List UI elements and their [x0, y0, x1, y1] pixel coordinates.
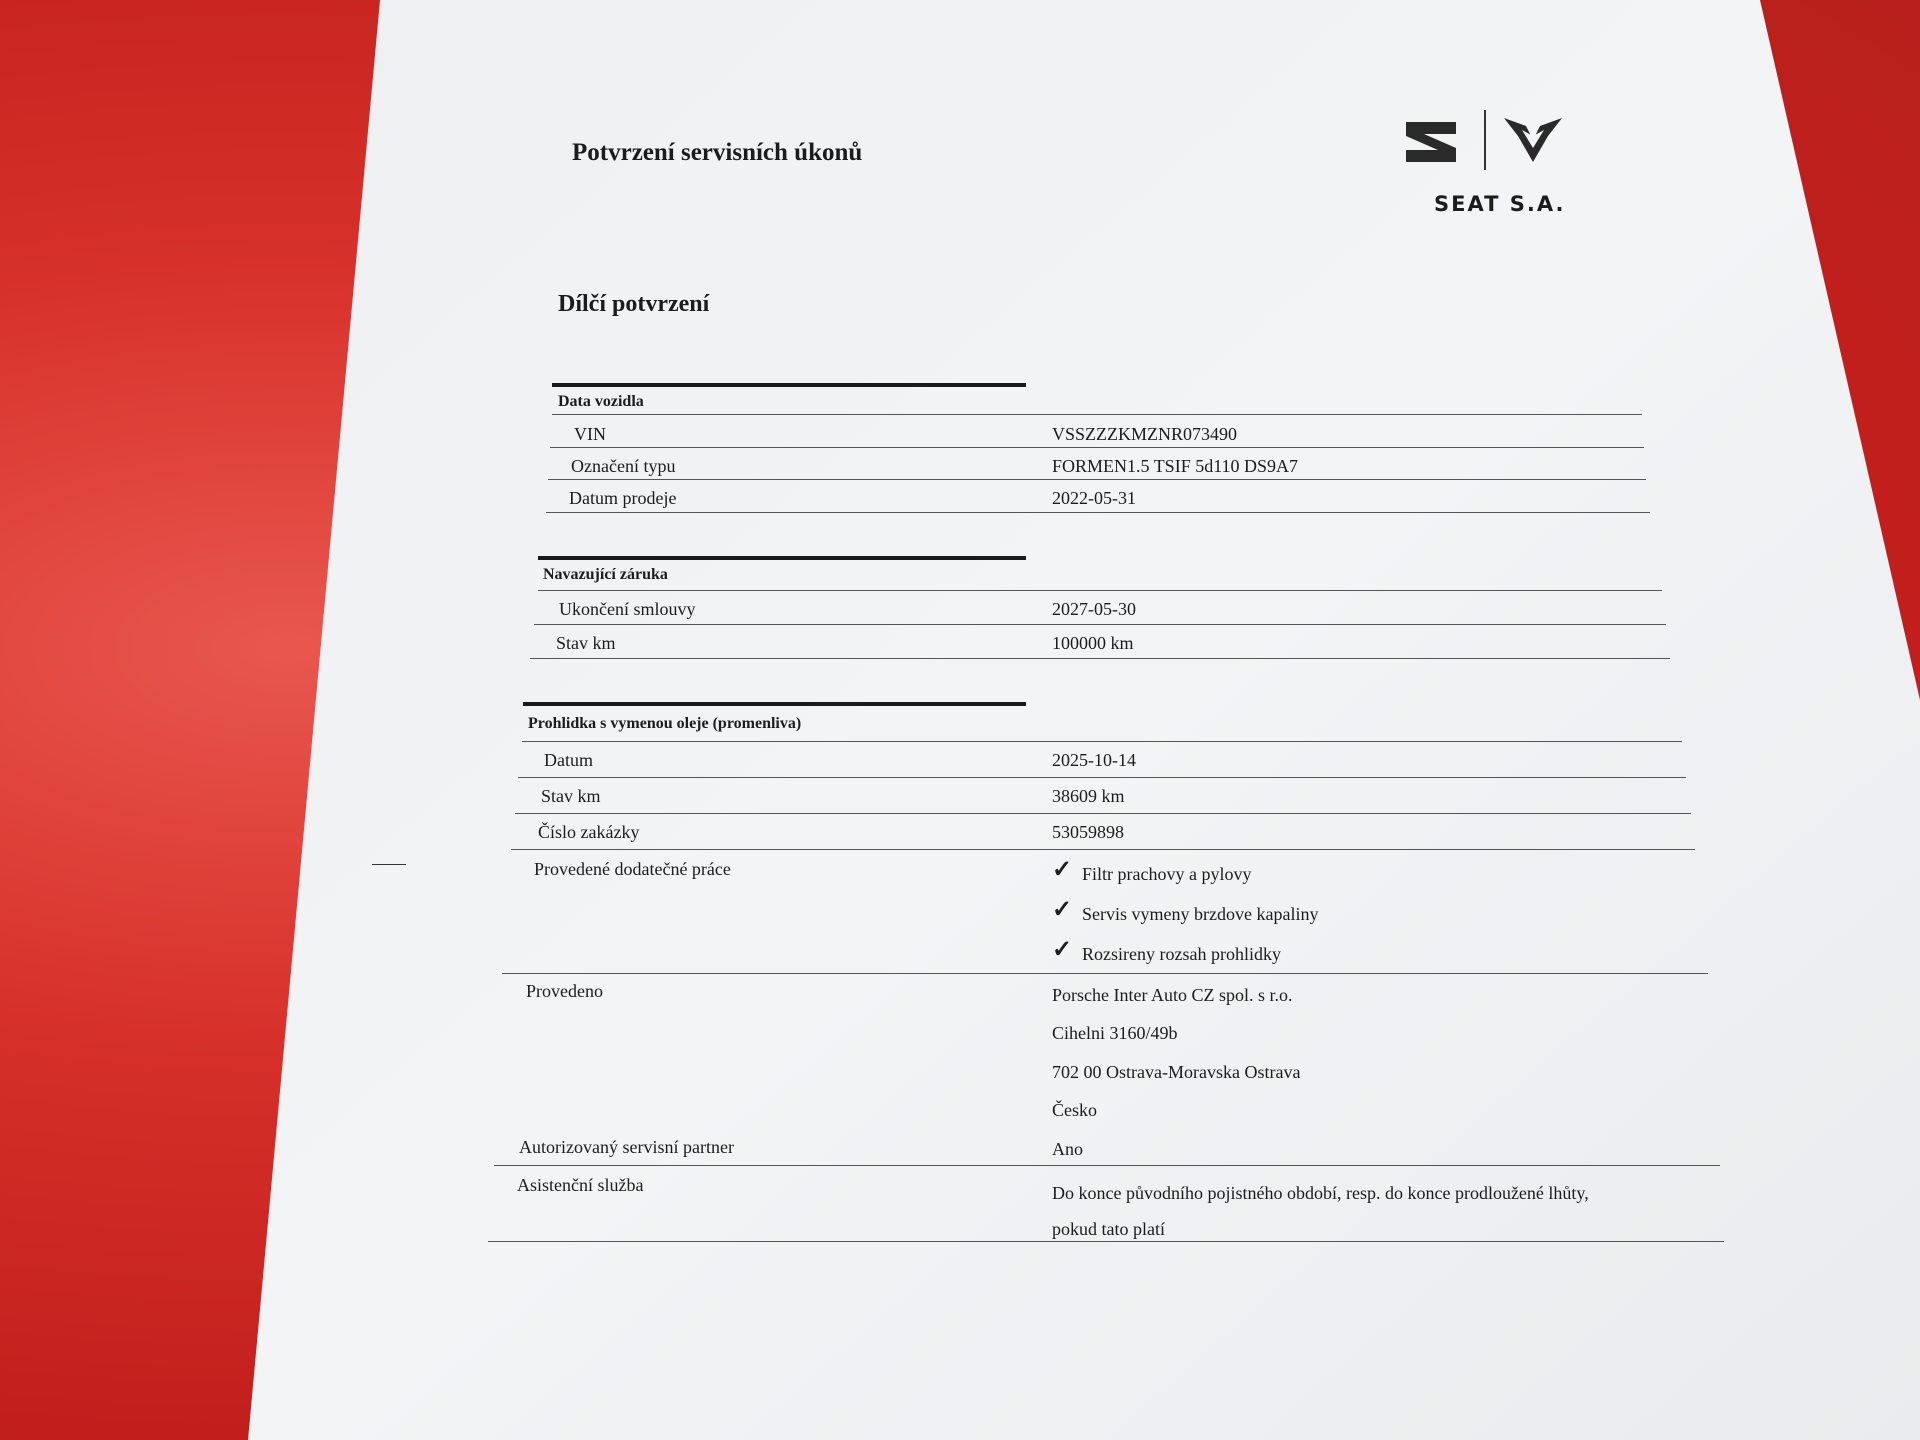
row-divider — [502, 973, 1708, 974]
extra-work-label: Provedené dodatečné práce — [534, 859, 731, 879]
check-icon: ✓ — [1052, 897, 1073, 923]
margin-mark — [372, 864, 406, 865]
assistance-label: Asistenční služba — [517, 1175, 644, 1195]
performed-line: Česko — [1052, 1100, 1097, 1120]
row-divider — [511, 849, 1695, 850]
row-divider — [530, 658, 1670, 659]
check-icon: ✓ — [1052, 937, 1073, 963]
extra-work-item: Servis vymeny brzdove kapaliny — [1082, 904, 1319, 924]
warranty-row-label: Stav km — [556, 633, 616, 653]
performed-line: Porsche Inter Auto CZ spol. s r.o. — [1052, 985, 1293, 1005]
document-title: Potvrzení servisních úkonů — [572, 139, 863, 166]
check-icon: ✓ — [1052, 857, 1073, 883]
section-rule — [538, 556, 1026, 560]
vehicle-row-value: FORMEN1.5 TSIF 5d110 DS9A7 — [1052, 456, 1299, 476]
warranty-row-label: Ukončení smlouvy — [559, 599, 696, 619]
extra-work-item: Rozsireny rozsah prohlidky — [1082, 944, 1281, 964]
row-divider — [494, 1165, 1720, 1166]
section-heading-vehicle: Data vozidla — [558, 393, 644, 410]
vehicle-row-label: Datum prodeje — [569, 488, 677, 508]
row-divider — [522, 741, 1682, 742]
row-divider — [546, 512, 1650, 513]
vehicle-row-value: 2022-05-31 — [1052, 488, 1136, 508]
vehicle-row-label: VIN — [574, 424, 606, 444]
logo-divider — [1484, 110, 1486, 170]
row-divider — [552, 414, 1642, 415]
partner-value: Ano — [1052, 1139, 1083, 1159]
performed-line: Cihelni 3160/49b — [1052, 1023, 1178, 1043]
section-rule — [552, 383, 1026, 387]
row-divider — [515, 813, 1691, 814]
row-divider — [534, 624, 1666, 625]
vehicle-row-label: Označení typu — [571, 456, 676, 476]
partner-label: Autorizovaný servisní partner — [519, 1137, 734, 1157]
section-heading-warranty: Navazující záruka — [543, 566, 668, 583]
performed-line: 702 00 Ostrava-Moravska Ostrava — [1052, 1062, 1301, 1082]
row-divider — [548, 479, 1646, 480]
warranty-row-value: 100000 km — [1052, 633, 1134, 653]
extra-work-item: Filtr prachovy a pylovy — [1082, 864, 1252, 884]
performed-label: Provedeno — [526, 981, 603, 1001]
cupra-logo-icon — [1502, 116, 1564, 164]
inspection-row-label: Stav km — [541, 786, 601, 806]
inspection-row-value: 53059898 — [1052, 822, 1124, 842]
warranty-row-value: 2027-05-30 — [1052, 599, 1136, 619]
row-divider — [488, 1241, 1724, 1242]
section-rule — [523, 702, 1026, 706]
row-divider — [518, 777, 1686, 778]
inspection-row-value: 38609 km — [1052, 786, 1125, 806]
seat-logo-icon — [1402, 120, 1458, 164]
section-heading-inspection: Prohlidka s vymenou oleje (promenliva) — [528, 715, 802, 732]
assistance-line: Do konce původního pojistného období, resp. do konce prodloužené lhůty, — [1052, 1183, 1589, 1203]
inspection-row-value: 2025-10-14 — [1052, 750, 1136, 770]
row-divider — [538, 590, 1662, 591]
assistance-line: pokud tato platí — [1052, 1219, 1165, 1239]
vehicle-row-value: VSSZZZKMZNR073490 — [1052, 424, 1238, 444]
brand-name: SEAT S.A. — [1434, 192, 1566, 216]
inspection-row-label: Datum — [544, 750, 593, 770]
document-subtitle: Dílčí potvrzení — [558, 291, 710, 317]
row-divider — [550, 447, 1644, 448]
inspection-row-label: Číslo zakázky — [538, 822, 640, 842]
